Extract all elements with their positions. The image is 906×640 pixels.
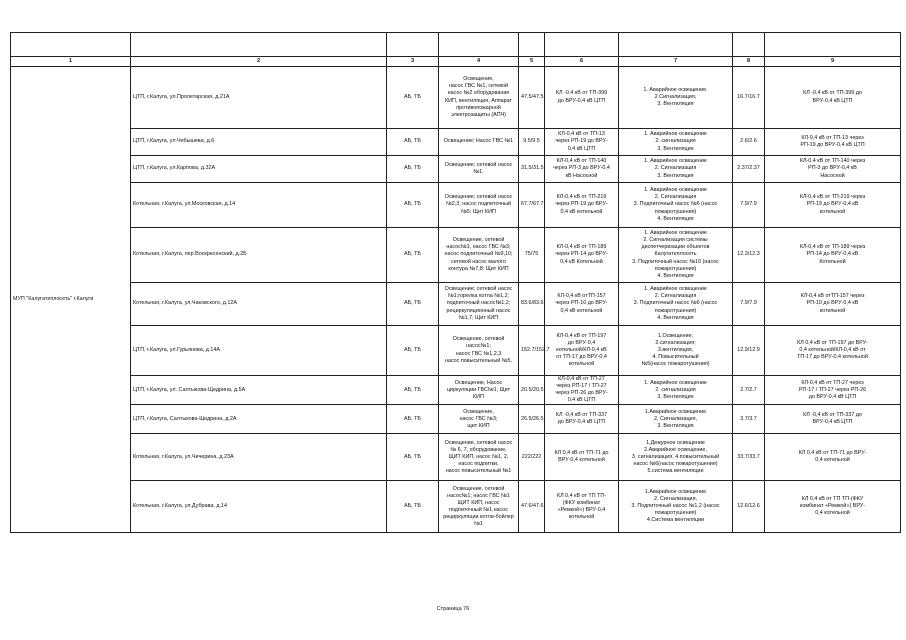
power-cell: 67.7/67.7: [519, 183, 545, 228]
scheme-cell: КЛ-0,4 кВ от ТП-140 через РП-3 до ВРУ-0,4 кВ Насосной: [545, 156, 619, 183]
power-cell: 31.5/31.5: [519, 156, 545, 183]
category-cell: АБ, ТБ: [387, 434, 439, 481]
object-cell: ЦТП, г.Калуга, ул. Салтыкова-Щедрина, д.5А: [131, 376, 387, 405]
power-cell: 83.6/83.6: [519, 283, 545, 326]
scheme-cell: КЛ-0,4 кВ от ТП-13 через РП-19 до ВРУ- 0,4 кВ ЦТП: [545, 129, 619, 156]
scheme-cell: КЛ -0,4 кВ от ТП-337 до ВРУ-0,4 кВ ЦТП: [545, 405, 619, 434]
table-row: [11, 326, 901, 376]
reserve-scheme-cell: КЛ 0,4 кВ от ТП-197 до ВРУ- 0,4 котельной/КЛ-0,4 кВ от ТП-17 до ВРУ-0,4 котельной: [765, 326, 901, 376]
object-cell: ЦТП, г.Калуга, ул.Карпова, д.32А: [131, 156, 387, 183]
column-number: 3: [387, 57, 439, 67]
consumers-cell: Освещение, Насос циркуляции ГВС№1; Щит КИП: [439, 376, 519, 405]
category-cell: АБ, ТБ: [387, 405, 439, 434]
power-cell: 9.5/9.5: [519, 129, 545, 156]
category-cell: АБ, ТБ: [387, 183, 439, 228]
object-cell: ЦТП, г.Калуга, Салтыкова-Щедрина, д.2А: [131, 405, 387, 434]
category-cell: АБ, ТБ: [387, 481, 439, 533]
power-cell: 26.5/26.5: [519, 405, 545, 434]
object-cell: Котельная, г.Калуга, пер.Воскресенский, д.2Б: [131, 228, 387, 283]
consumers-cell: Освещение, сетевой насос№1, насос ГВС №3; насос подпиточный №9,10; сетевой насос малого контура №7,8; Щит КИП: [439, 228, 519, 283]
category-cell: АБ, ТБ: [387, 283, 439, 326]
reserve-scheme-cell: КЛ-0,4 кВ от ТП-219 через РП-19 до ВРУ-0,4 кВ котельной: [765, 183, 901, 228]
table-row: [11, 405, 901, 434]
reserve-scheme-cell: КЛ-0,4 кВ от ТП-13 через РП-19 до ВРУ-0,4 кВ ЦТП: [765, 129, 901, 156]
scheme-cell: КЛ 0,4 кВ от ТП-71 до ВРУ-0,4 котельной: [545, 434, 619, 481]
actions-cell: 1.Аварийное освещение 2. Сигнализация, 3. Подпиточный насос №1,2 (насос пожаротушения) 4.Система вентиляции: [619, 481, 733, 533]
actions-cell: 1. Аварийное освещение 2. Сигнализация 3. Вентиляция: [619, 156, 733, 183]
object-cell: ЦТП, г.Калуга, ул.Пролетарская, д.21А: [131, 67, 387, 129]
reserve-power-cell: 33.7/33.7: [733, 434, 765, 481]
column-number: 1: [11, 57, 131, 67]
table-row: [11, 228, 901, 283]
actions-cell: 1. Аварийное освещение 2. сигнализация 3. Вентиляция: [619, 129, 733, 156]
object-cell: ЦТП, г.Калуга, ул.Чебышева, д.6: [131, 129, 387, 156]
scheme-cell: КЛ -0,4 кВ от ТП-399 до ВРУ-0,4 кВ ЦТП: [545, 67, 619, 129]
consumers-cell: Освещение, насос ГВС №1, сетевой насос №2 оборудование КИП, вентиляция, Аппарат противопожарной электрозащиты (АПЧ): [439, 67, 519, 129]
organization-cell: МУП "Калугатеплосеть" г.Калуги: [11, 67, 131, 533]
object-cell: ЦТП, г.Калуга, ул.Гурьянова, д.14А: [131, 326, 387, 376]
reserve-power-cell: 12.3/12.3: [733, 228, 765, 283]
reserve-scheme-cell: КЛ-0,4 кВ отТП-157 через РП-10 до ВРУ-0,4 кВ котельной: [765, 283, 901, 326]
reserve-scheme-cell: КЛ-0,4 кВ от ТП-27 через РП-17 / ТП-27 через РП-26 до ВРУ-0,4 кВ ЦТП: [765, 376, 901, 405]
consumers-cell: Освещение; Насос ГВС №1: [439, 129, 519, 156]
actions-cell: 1.Освещение; 2.сигнализация; 3.вентиляция, 4. Повысительный №5(насос пожаротушения): [619, 326, 733, 376]
column-number-row: [11, 57, 901, 67]
category-cell: АБ, ТБ: [387, 129, 439, 156]
consumers-cell: Освещение, насос ГВС №3; щит КИП: [439, 405, 519, 434]
reserve-power-cell: 2.37/2.37: [733, 156, 765, 183]
table-row: [11, 67, 901, 129]
column-number: 6: [545, 57, 619, 67]
column-number: 9: [765, 57, 901, 67]
scheme-cell: КЛ-0,4 кВ от ТП-197 до ВРУ-0,4 котельной/КЛ-0,4 кВ от ТП-17 до ВРУ-0,4 котельной: [545, 326, 619, 376]
column-number: 7: [619, 57, 733, 67]
reserve-power-cell: 2.6/2.6: [733, 129, 765, 156]
object-cell: Котельная, г.Калуга, ул.Чаковского, д.12А: [131, 283, 387, 326]
consumers-cell: Освещение; сетевой насос №1;горелка котла №1,2; подпиточный насос№1,2; рециркуляционный насос №1,7; Щит КИП: [439, 283, 519, 326]
page-number: Страница 76: [436, 606, 470, 612]
category-cell: АБ, ТБ: [387, 67, 439, 129]
table-header-spacer: [11, 33, 901, 57]
consumers-cell: Освещение, сетевой насос№1; насос ГВС №1,2,3 насос повысительный №5,: [439, 326, 519, 376]
reserve-scheme-cell: КЛ 0,4 кВ от ТП ТП-(ФКУ комбинат «Ремкой») ВРУ- 0,4 котельной: [765, 481, 901, 533]
reserve-power-cell: 3.7/3.7: [733, 405, 765, 434]
reserve-scheme-cell: КЛ-0,4 кВ от ТП-140 через РП-3 до ВРУ-0,4 кВ Насосной: [765, 156, 901, 183]
actions-cell: 1. Аварийное освещение 2. Сигнализация системы диспетчеризации объектов Калугатеплосеть 3. Подпиточный насос №10 (насос пожаротушения) 4. Вентиляция: [619, 228, 733, 283]
actions-cell: 1. Аварийное освещение 2. Сигнализация 3. Подпиточный насос №6 (насос пожаротушения) 4. Вентиляция: [619, 283, 733, 326]
actions-cell: 1. Аварийное освещение 2. Сигнализация 3. Подпиточный насос №6 (насос пожаротушения) 4. Вентиляция: [619, 183, 733, 228]
scheme-cell: КЛ-0,4 кВ от ТП-189 через РП-14 до ВРУ- 0,4 кВ Котельной: [545, 228, 619, 283]
object-cell: Котельная, г.Калуга, ул.Дубрава, д.14: [131, 481, 387, 533]
category-cell: АБ, ТБ: [387, 156, 439, 183]
reserve-power-cell: 12.9/12.9: [733, 326, 765, 376]
power-cell: 222/222: [519, 434, 545, 481]
table-row: [11, 283, 901, 326]
consumers-cell: Освещение, сетевой насос № 6, 7, оборудование, ЩИТ КИП, насос №1, 2, насос подпитки, насос повысительный №1: [439, 434, 519, 481]
reserve-scheme-cell: КЛ 0,4 кВ от ТП-71 до ВРУ- 0,4 котельной: [765, 434, 901, 481]
actions-cell: 1. Аварийное освещение. 2.Сигнализация, 3. Вентиляция: [619, 67, 733, 129]
category-cell: АБ, ТБ: [387, 326, 439, 376]
column-number: 5: [519, 57, 545, 67]
reserve-power-cell: 12.6/12.6: [733, 481, 765, 533]
actions-cell: 1.Дежурное освещение 2.Аварийное освещение, 3. сигнализация, 4.повысительный насос №6(насос пожаротушения) 5.система вентиляции: [619, 434, 733, 481]
reserve-power-cell: 2.7/2.7: [733, 376, 765, 405]
scheme-cell: КЛ-0,4 кВ от ТП-27 через РП-17 / ТП-27 через РП-26 до ВРУ- 0,4 кВ ЦТП: [545, 376, 619, 405]
column-number: 8: [733, 57, 765, 67]
reserve-scheme-cell: КЛ -0,4 кВ от ТП-399 до ВРУ-0,4 кВ ЦТП: [765, 67, 901, 129]
scheme-cell: КЛ 0,4 кВ от ТП ТП- (ФКУ комбинат «Ремкой») ВРУ-0,4 котельной: [545, 481, 619, 533]
consumers-cell: Освещение; сетевой насос №1.: [439, 156, 519, 183]
category-cell: АБ, ТБ: [387, 376, 439, 405]
load-table: [10, 32, 901, 533]
reserve-power-cell: 7.9/7.9: [733, 283, 765, 326]
table-row: [11, 183, 901, 228]
scheme-cell: КЛ-0,4 кВ отТП-157 через РП-10 до ВРУ- 0,4 кВ котельной: [545, 283, 619, 326]
table-row: [11, 434, 901, 481]
actions-cell: 1.Аварийное освещение 2. Сигнализация, 3. Вентиляция: [619, 405, 733, 434]
table-row: [11, 481, 901, 533]
power-cell: 20.5/20.5: [519, 376, 545, 405]
column-number: 4: [439, 57, 519, 67]
consumers-cell: Освещение, сетевой насос№1; насос ГВС №1 ЩИТ КИП, насос подпиточный №1,насос рециркуляции котла-бойлер №1: [439, 481, 519, 533]
power-cell: 47.6/47.6: [519, 481, 545, 533]
table-row: [11, 129, 901, 156]
column-number: 2: [131, 57, 387, 67]
power-cell: 75/75: [519, 228, 545, 283]
table-row: [11, 156, 901, 183]
reserve-power-cell: 16.7/16.7: [733, 67, 765, 129]
consumers-cell: Освещение; сетевой насос №2,3; насос подпиточный №5; Щит КИП: [439, 183, 519, 228]
reserve-power-cell: 7.9/7.9: [733, 183, 765, 228]
object-cell: Котельная, г.Калуга, ул.Московская, д.14: [131, 183, 387, 228]
scheme-cell: КЛ-0,4 кВ от ТП-219 через РП-19 до ВРУ- 0,4 кВ котельной: [545, 183, 619, 228]
reserve-scheme-cell: КЛ -0,4 кВ от ТП-337 до ВРУ-0,4 кВ ЦТП: [765, 405, 901, 434]
table-row: [11, 376, 901, 405]
power-cell: 47.5/47.5: [519, 67, 545, 129]
object-cell: Котельная, г.Калуга, ул.Чичерина, д.23А: [131, 434, 387, 481]
category-cell: АБ, ТБ: [387, 228, 439, 283]
actions-cell: 1. Аварийное освещение 2. сигнализация 3. Вентиляция: [619, 376, 733, 405]
reserve-scheme-cell: КЛ-0,4 кВ от ТП-189 через РП-14 до ВРУ-0,4 кВ Котельной: [765, 228, 901, 283]
power-cell: 152.7/152.7: [519, 326, 545, 376]
